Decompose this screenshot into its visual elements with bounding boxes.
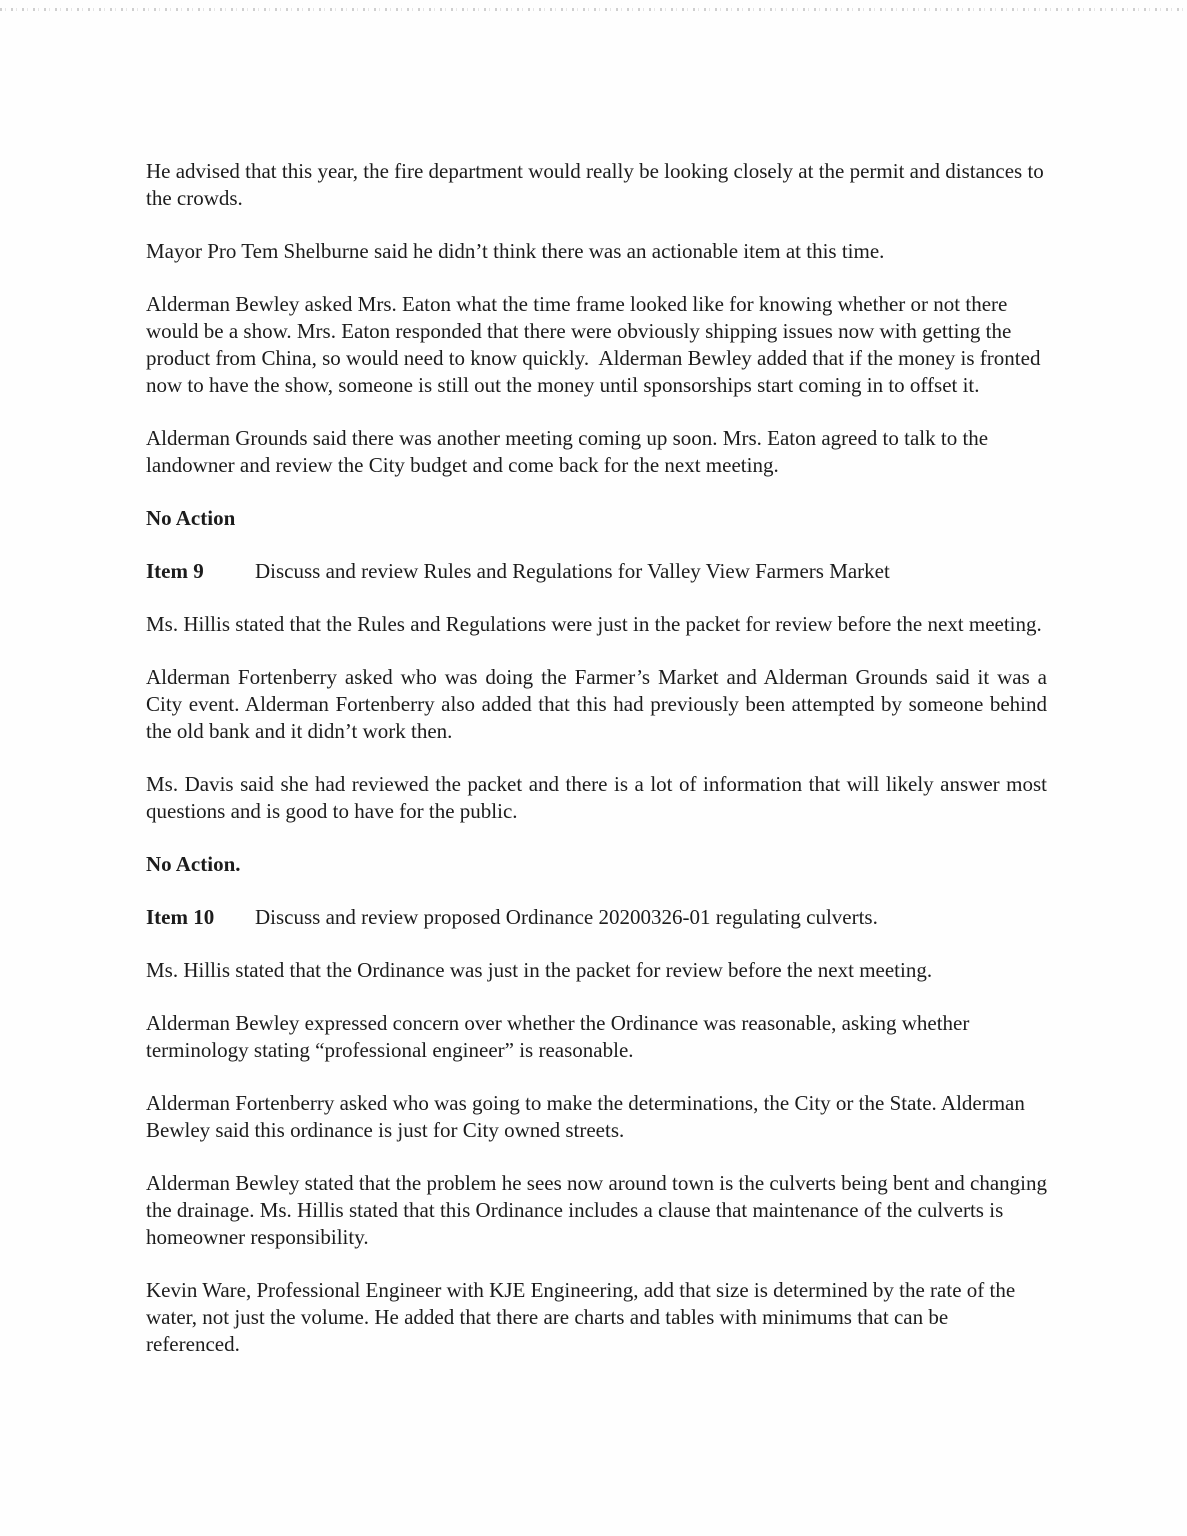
paragraph: Alderman Bewley stated that the problem he sees now around town is the culverts being bent and changing the drainage. Ms. Hillis stated that this Ordinance includes a clause that maintenance of the culverts is homeowner responsibility. <box>146 1171 1053 1249</box>
agenda-item-10-title: Discuss and review proposed Ordinance 20200326-01 regulating culverts. <box>255 905 878 929</box>
no-action-heading: No Action <box>146 506 236 530</box>
no-action-heading: No Action. <box>146 852 241 876</box>
paragraph: He advised that this year, the fire department would really be looking closely at the permit and distances to the crowds. <box>146 159 1050 210</box>
paragraph: Kevin Ware, Professional Engineer with KJE Engineering, add that size is determined by the rate of the water, not just the volume. He added that there are charts and tables with minimums that can be referenced. <box>146 1278 1021 1356</box>
document-body <box>146 158 1053 1384</box>
paragraph: Ms. Hillis stated that the Ordinance was just in the packet for review before the next meeting. <box>146 958 933 982</box>
agenda-item-10 <box>146 904 1047 931</box>
paragraph: Alderman Bewley expressed concern over whether the Ordinance was reasonable, asking whether terminology stating “professional engineer” is reasonable. <box>146 1011 975 1062</box>
paragraph: Ms. Davis said she had reviewed the packet and there is a lot of information that will likely answer most questions and is good to have for the public. <box>146 772 1053 823</box>
paragraph: Alderman Grounds said there was another meeting coming up soon. Mrs. Eaton agreed to talk to the landowner and review the City budget and come back for the next meeting. <box>146 426 994 477</box>
paragraph: Alderman Bewley asked Mrs. Eaton what the time frame looked like for knowing whether or not there would be a show. Mrs. Eaton responded that there were obviously shipping issues now with getting the product from China, so would need to know quickly. Alderman Bewley added that if the money is fronted now to have the show, someone is still out the money until sponsorships start coming in to offset it. <box>146 292 1046 397</box>
scan-artifact-line <box>0 8 1187 11</box>
paragraph: Mayor Pro Tem Shelburne said he didn’t think there was an actionable item at this time. <box>146 239 885 263</box>
paragraph: Alderman Fortenberry asked who was doing the Farmer’s Market and Alderman Grounds said it was a City event. Alderman Fortenberry also added that this had previously been attempted by someone behind the old bank and it didn’t work then. <box>146 665 1053 743</box>
agenda-item-9-label: Item 9 <box>146 559 204 583</box>
agenda-item-10-label: Item 10 <box>146 905 215 929</box>
paragraph: Ms. Hillis stated that the Rules and Regulations were just in the packet for review before the next meeting. <box>146 612 1042 636</box>
agenda-item-9 <box>146 558 1047 585</box>
paragraph: Alderman Fortenberry asked who was going to make the determinations, the City or the State. Alderman Bewley said this ordinance is just for City owned streets. <box>146 1091 1031 1142</box>
agenda-item-9-title: Discuss and review Rules and Regulations for Valley View Farmers Market <box>255 559 890 583</box>
